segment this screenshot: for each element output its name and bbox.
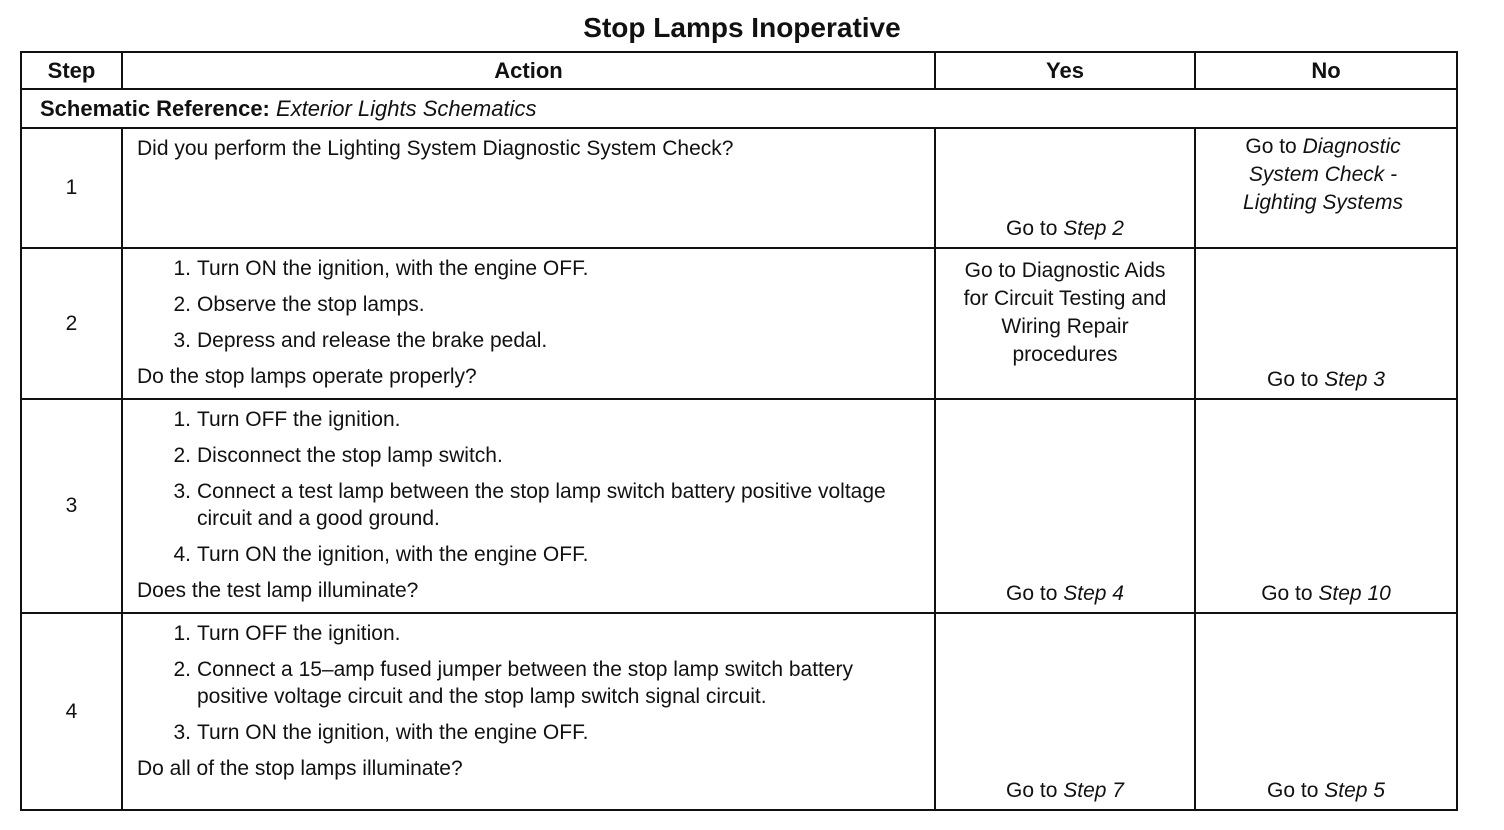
yes-result[interactable]: Go to Diagnostic Aids for Circuit Testing and Wiring Repair procedures <box>963 259 1167 366</box>
step-number: 2 <box>21 248 122 399</box>
list-item: 3. Depress and release the brake pedal. <box>173 329 548 352</box>
yes-result[interactable] <box>936 777 1194 805</box>
yes-prefix: Go to <box>1006 779 1058 802</box>
header-action: Action <box>122 52 935 89</box>
yes-link[interactable]: Step 7 <box>1063 779 1124 802</box>
header-row <box>21 52 1457 89</box>
table-row <box>21 248 1457 399</box>
no-result[interactable] <box>1196 366 1456 394</box>
list-item: 2. Connect a 15–amp fused jumper between the stop lamp switch battery positive voltage circuit and the stop lamp switch signal circuit. <box>173 658 854 708</box>
schematic-label: Schematic Reference: <box>40 95 270 121</box>
list-item: 3. Turn ON the ignition, with the engine OFF. <box>173 721 589 744</box>
list-item: 1. Turn OFF the ignition. <box>173 408 401 431</box>
yes-cell <box>935 613 1195 810</box>
step-number: 4 <box>21 613 122 810</box>
action-question: Do the stop lamps operate properly? <box>137 365 477 388</box>
table-row <box>21 128 1457 248</box>
header-step: Step <box>21 52 122 89</box>
no-link[interactable]: Step 10 <box>1318 582 1391 605</box>
yes-cell <box>935 128 1195 248</box>
schematic-link[interactable]: Exterior Lights Schematics <box>276 95 537 121</box>
table-row <box>21 399 1457 613</box>
action-list <box>137 255 924 354</box>
action-question: Does the test lamp illuminate? <box>137 579 419 602</box>
no-link[interactable]: Step 5 <box>1324 779 1385 802</box>
yes-link[interactable]: Step 4 <box>1063 582 1124 605</box>
list-item: 1. Turn OFF the ignition. <box>173 622 401 645</box>
no-link[interactable]: Step 3 <box>1324 368 1385 391</box>
list-item: 1. Turn ON the ignition, with the engine OFF. <box>173 257 589 280</box>
no-prefix: Go to <box>1267 368 1319 391</box>
list-item: 4. Turn ON the ignition, with the engine OFF. <box>173 543 589 566</box>
yes-result[interactable] <box>936 580 1194 608</box>
no-cell <box>1195 613 1457 810</box>
no-result[interactable] <box>1196 777 1456 805</box>
header-no: No <box>1195 52 1457 89</box>
list-item: 2. Observe the stop lamps. <box>173 293 425 316</box>
action-cell <box>122 399 935 613</box>
list-item: 3. Connect a test lamp between the stop lamp switch battery positive voltage circuit and a good ground. <box>173 480 886 530</box>
schematic-row <box>21 89 1457 128</box>
yes-prefix: Go to <box>1006 217 1058 240</box>
step-number: 3 <box>21 399 122 613</box>
yes-result[interactable] <box>936 215 1194 243</box>
action-cell <box>122 128 935 248</box>
action-question: Did you perform the Lighting System Diagnostic System Check? <box>137 137 734 160</box>
yes-cell <box>935 399 1195 613</box>
yes-cell <box>935 248 1195 399</box>
no-result[interactable] <box>1196 129 1456 217</box>
no-cell <box>1195 248 1457 399</box>
diagnostic-table <box>20 51 1458 811</box>
yes-prefix: Go to <box>1006 582 1058 605</box>
no-prefix: Go to <box>1245 135 1297 158</box>
header-yes: Yes <box>935 52 1195 89</box>
no-result[interactable] <box>1196 580 1456 608</box>
no-link[interactable]: Diagnostic System Check - Lighting Systems <box>1243 135 1403 214</box>
yes-link[interactable]: Step 2 <box>1063 217 1124 240</box>
step-number: 1 <box>21 128 122 248</box>
action-list <box>137 406 924 568</box>
action-list <box>137 620 924 746</box>
page-title: Stop Lamps Inoperative <box>583 12 901 43</box>
action-cell <box>122 248 935 399</box>
action-question: Do all of the stop lamps illuminate? <box>137 757 463 780</box>
no-cell <box>1195 128 1457 248</box>
no-cell <box>1195 399 1457 613</box>
no-prefix: Go to <box>1267 779 1319 802</box>
schematic-reference <box>21 89 1457 128</box>
no-prefix: Go to <box>1261 582 1313 605</box>
action-cell <box>122 613 935 810</box>
table-row <box>21 613 1457 810</box>
list-item: 2. Disconnect the stop lamp switch. <box>173 444 503 467</box>
